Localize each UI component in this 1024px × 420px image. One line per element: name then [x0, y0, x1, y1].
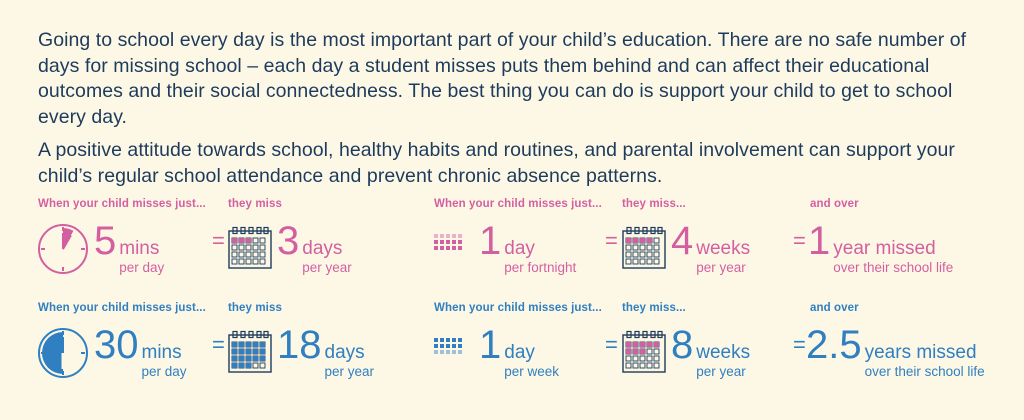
value-unit: mins — [119, 238, 160, 259]
attendance-row-blue — [0, 302, 1024, 406]
value-sub: per week — [504, 364, 560, 379]
total-unit: year missed — [833, 238, 936, 259]
figure-1-day-per-week — [434, 323, 560, 380]
calendar-icon — [622, 226, 666, 270]
clock-icon — [38, 224, 88, 274]
value-sub: per fortnight — [504, 260, 577, 275]
result-amount: 8 — [671, 323, 694, 367]
equals-label: = — [605, 228, 618, 253]
calendar-icon — [228, 226, 272, 270]
week-dots-icon — [434, 338, 474, 360]
caption-misses-just: When your child misses just... — [38, 198, 206, 210]
calendar-icon — [228, 330, 272, 374]
fortnight-dots-icon — [434, 234, 474, 256]
result-sub: per year — [302, 260, 352, 275]
clock-icon — [38, 328, 88, 378]
result-unit: weeks — [696, 238, 751, 259]
result-sub: per year — [324, 364, 375, 379]
result-unit: days — [302, 238, 343, 259]
value-unit: mins — [141, 342, 182, 363]
caption-they-miss-2: they miss... — [622, 198, 686, 210]
figure-1-day-per-fortnight — [434, 219, 577, 276]
figure-5-mins-per-day — [38, 219, 165, 276]
equals-label: = — [793, 332, 806, 357]
caption-they-miss: they miss — [228, 302, 282, 314]
row-figures — [0, 323, 1024, 396]
value-amount: 5 — [94, 219, 117, 263]
total-amount: 2.5 — [806, 323, 862, 367]
equals-sign-2 — [598, 326, 625, 364]
equals-label: = — [212, 332, 225, 357]
value-unit: day — [504, 342, 535, 363]
value-amount: 1 — [479, 323, 502, 367]
caption-misses-just-2: When your child misses just... — [434, 302, 602, 314]
total-sub: over their school life — [833, 260, 954, 275]
figure-3-days-per-year — [228, 219, 352, 276]
total-unit: years missed — [864, 342, 977, 363]
attendance-comparison-rows — [0, 198, 1024, 406]
row-captions — [0, 302, 1024, 318]
row-figures — [0, 219, 1024, 292]
caption-misses-just-2: When your child misses just... — [434, 198, 602, 210]
intro-paragraph-2: A positive attitude towards school, healthy habits and routines, and parental involvement can support your child’s regular school attendance and prevent chronic absence patterns. — [38, 139, 955, 187]
caption-and-over: and over — [810, 302, 859, 314]
intro-paragraph-1: Going to school every day is the most important part of your child’s education. There are no safe number of days for missing school – each day a student misses puts them behind and can affect their educational outcomes and their social connectedness. The best thing you can do is support your child to get to school every day. — [38, 29, 967, 128]
calendar-icon — [622, 330, 666, 374]
caption-misses-just: When your child misses just... — [38, 302, 206, 314]
figure-8-weeks-per-year — [622, 323, 751, 380]
value-sub: per day — [141, 364, 187, 379]
value-sub: per day — [119, 260, 165, 275]
row-captions — [0, 198, 1024, 214]
result-unit: weeks — [696, 342, 751, 363]
result-amount: 3 — [277, 219, 300, 263]
result-amount: 4 — [671, 219, 694, 263]
figure-total-years-missed — [806, 323, 985, 380]
attendance-row-pink — [0, 198, 1024, 302]
total-amount: 1 — [808, 219, 831, 263]
caption-and-over: and over — [810, 198, 859, 210]
intro-text — [38, 28, 993, 195]
total-sub: over their school life — [864, 364, 985, 379]
equals-label: = — [605, 332, 618, 357]
caption-they-miss-2: they miss... — [622, 302, 686, 314]
equals-label: = — [793, 228, 806, 253]
result-sub: per year — [696, 364, 746, 379]
figure-30-mins-per-day — [38, 323, 187, 380]
figure-total-years-missed — [808, 219, 954, 276]
value-amount: 30 — [94, 323, 139, 367]
value-amount: 1 — [479, 219, 502, 263]
caption-they-miss: they miss — [228, 198, 282, 210]
result-unit: days — [324, 342, 365, 363]
result-amount: 18 — [277, 323, 322, 367]
figure-18-days-per-year — [228, 323, 375, 380]
figure-4-weeks-per-year — [622, 219, 751, 276]
equals-sign-2 — [598, 222, 625, 260]
value-unit: day — [504, 238, 535, 259]
equals-label: = — [212, 228, 225, 253]
result-sub: per year — [696, 260, 746, 275]
